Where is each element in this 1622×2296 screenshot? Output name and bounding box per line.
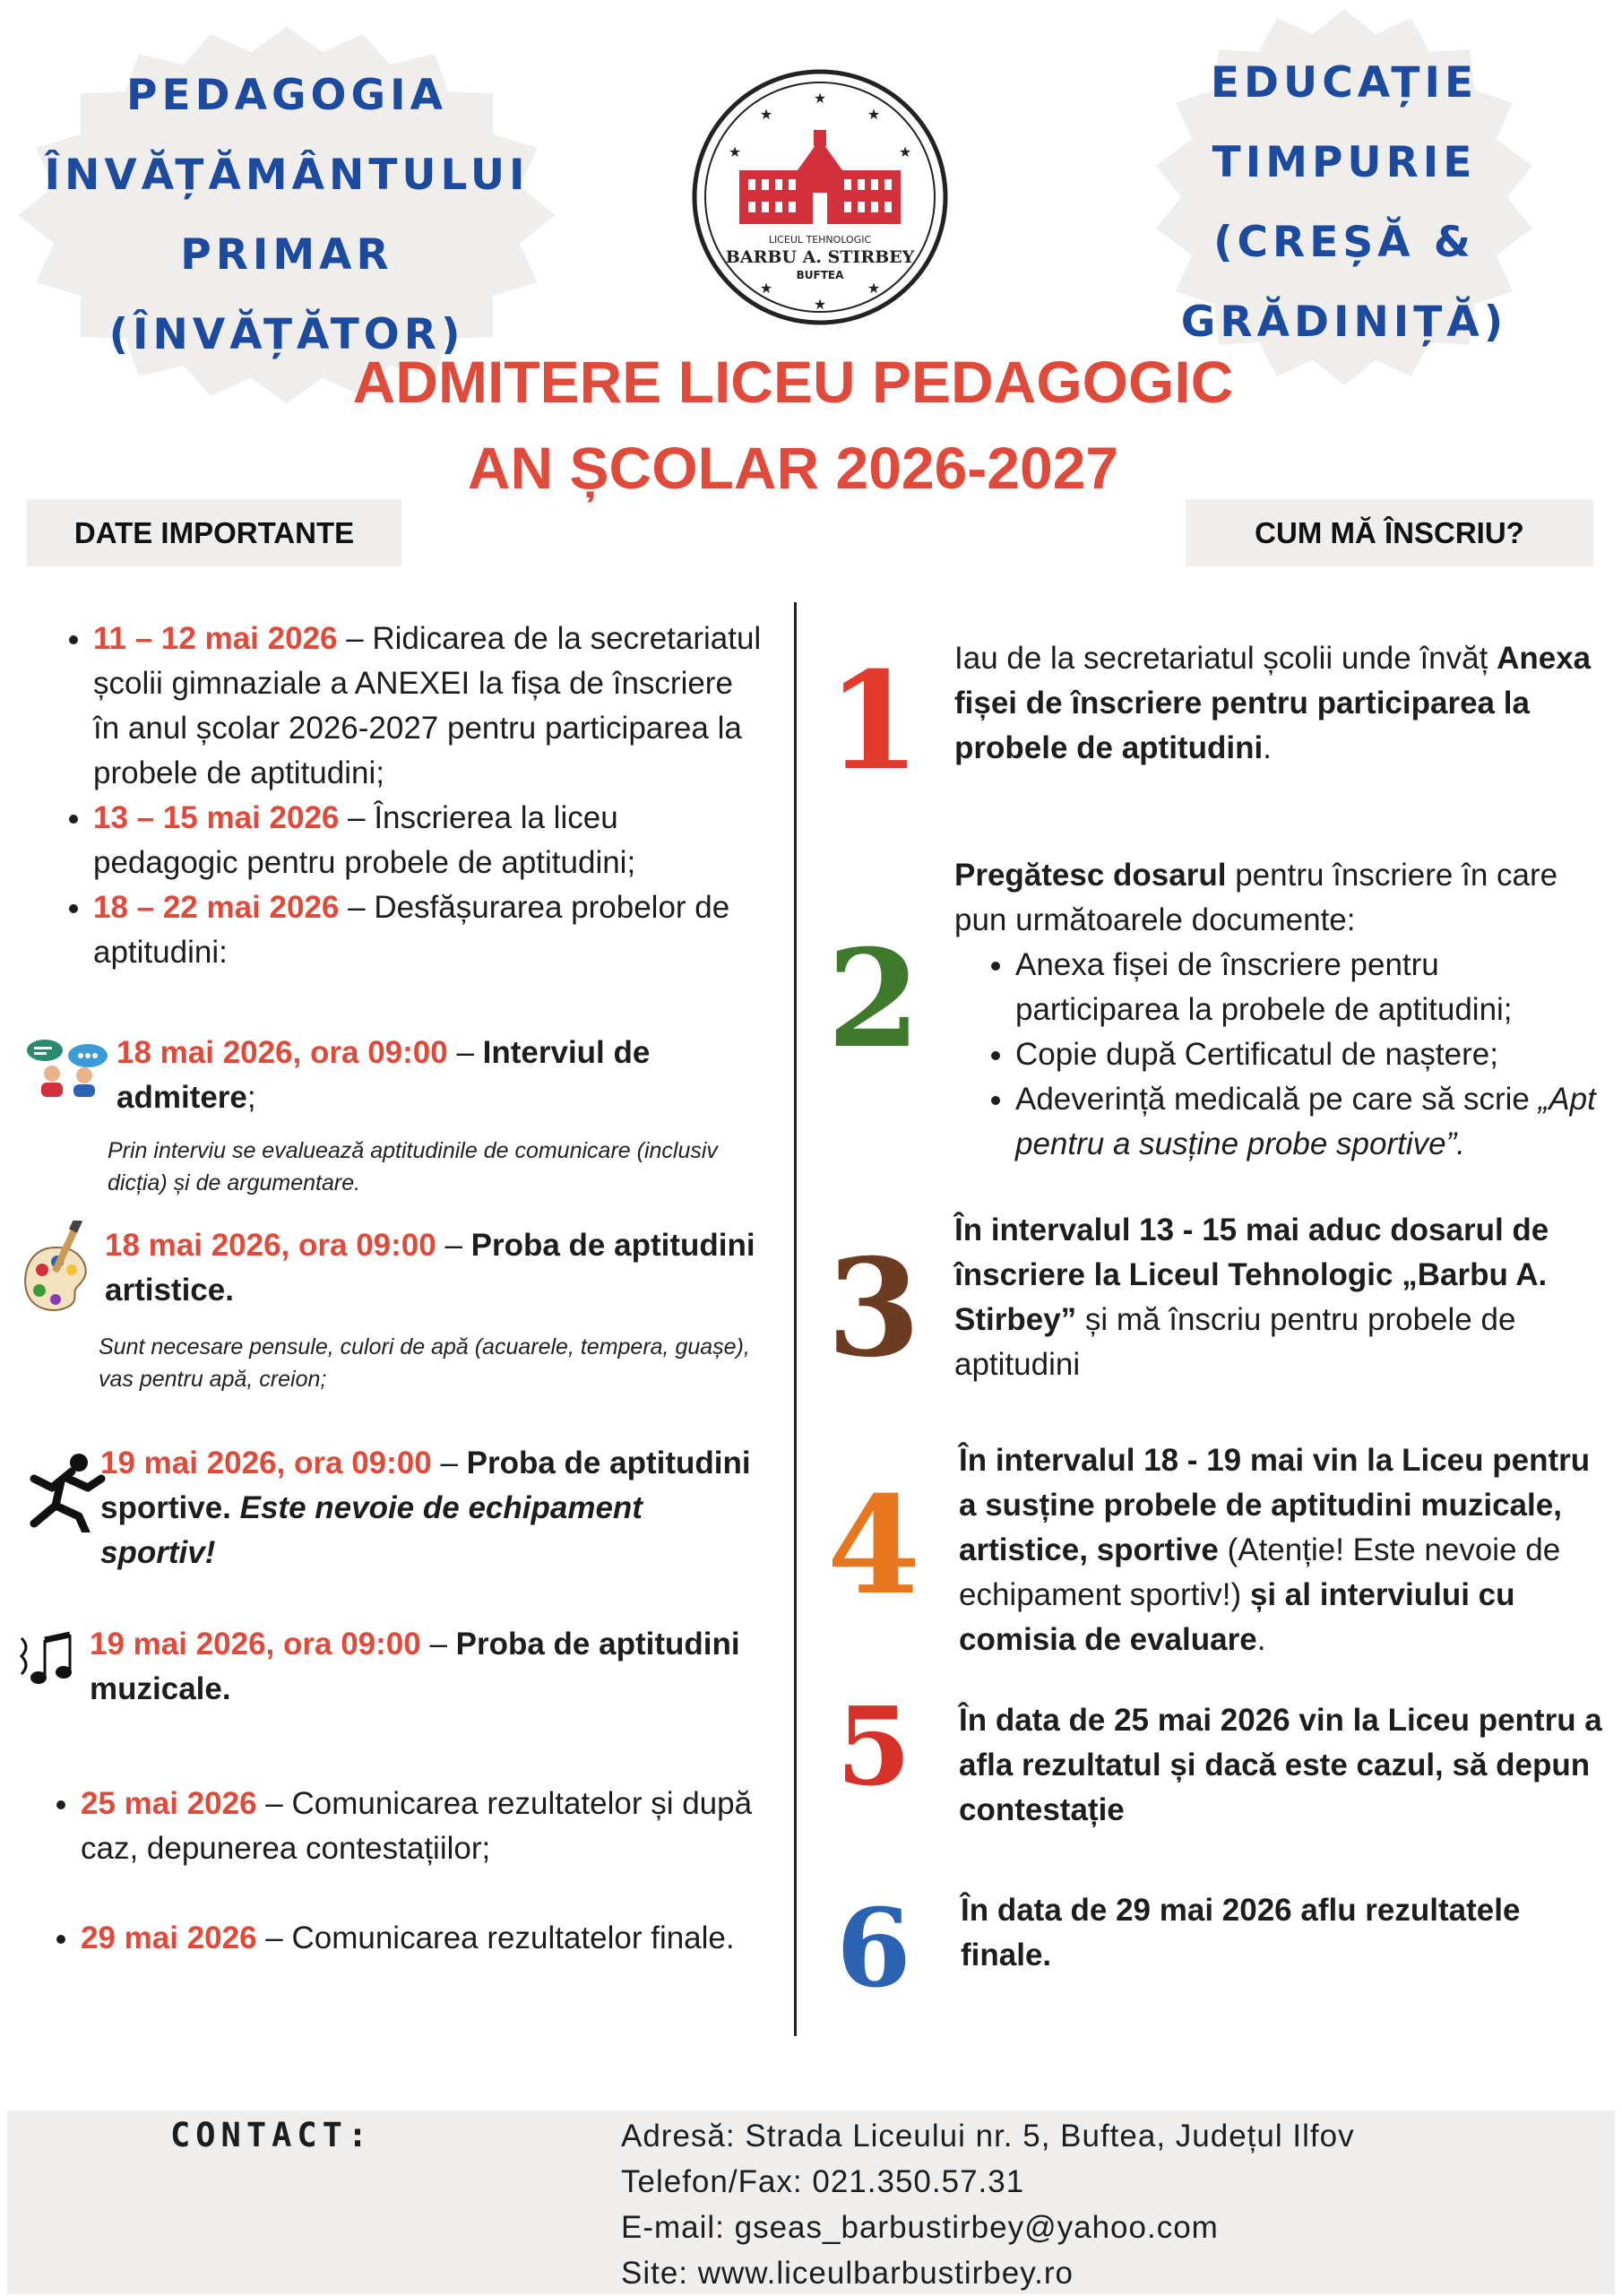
dates-list	[57, 617, 765, 975]
contact-site[interactable]: Site: www.liceulbarbustirbey.ro	[621, 2256, 1074, 2291]
step-4-number: 4	[826, 1467, 921, 1625]
palette-icon	[20, 1221, 91, 1319]
test-interview: 18 mai 2026, ora 09:00 – Interviul de admitere;	[116, 1035, 651, 1115]
test-music: 19 mai 2026, ora 09:00 – Proba de aptitudini muzicale.	[90, 1627, 740, 1706]
date-item: • 25 mai 2026 – Comunicarea rezultatelor și după caz, depunerea contestațiilor;	[81, 1782, 762, 1871]
left-badge-line: ÎNVĂȚĂMÂNTULUI	[44, 151, 530, 200]
svg-text:★: ★	[867, 280, 881, 297]
step-2-documents	[954, 943, 1609, 1167]
final-dates-list	[45, 1782, 762, 1961]
svg-text:★: ★	[759, 106, 773, 123]
section-heading-how-to-enroll: CUM MĂ ÎNSCRIU?	[1186, 499, 1593, 566]
left-badge-text	[18, 56, 556, 375]
right-badge-line: GRĂDINIȚĂ)	[1180, 298, 1508, 347]
svg-text:★: ★	[759, 280, 773, 297]
logo-line3: BUFTEA	[796, 269, 844, 281]
step-5-text: În data de 25 mai 2026 vin la Liceu pentru a afla rezultatul și dacă este cazul, să depun contestație	[959, 1703, 1602, 1827]
page-title-line1: ADMITERE LICEU PEDAGOGIC	[352, 349, 1234, 415]
music-notes-icon	[18, 1629, 88, 1692]
column-divider	[794, 602, 797, 2036]
date-item: • 11 – 12 mai 2026 – Ridicarea de la secretariatul școlii gimnaziale a ANEXEI la fișa de înscriere în anul școlar 2026-2027 pentru participarea la probele de aptitudini;	[93, 617, 765, 796]
test-artistic-note: Sunt necesare pensule, culori de apă (acuarele, tempera, guașe), vas pentru apă, creion;	[99, 1334, 750, 1392]
step-6-number: 6	[836, 1886, 911, 2012]
interview-icon	[25, 1038, 111, 1097]
contact-details	[621, 2113, 1607, 2296]
contact-label: CONTACT:	[170, 2116, 374, 2154]
contact-address: Adresă: Strada Liceului nr. 5, Buftea, Județul Ilfov	[621, 2119, 1355, 2154]
step-1-text: Iau de la secretariatul școlii unde învăț Anexa fișei de înscriere pentru participarea la probele de aptitudini.	[954, 641, 1592, 765]
test-interview-note: Prin interviu se evaluează aptitudinile de comunicare (inclusiv dicția) și de argumentare.	[108, 1138, 718, 1195]
runner-icon	[16, 1452, 106, 1532]
right-badge-text	[1156, 43, 1532, 362]
step-2-number: 2	[826, 920, 921, 1078]
test-artistic: 18 mai 2026, ora 09:00 – Proba de aptitudini artistice.	[105, 1228, 755, 1308]
step-1-number: 1	[826, 643, 921, 800]
logo-line1: LICEUL TEHNOLOGIC	[768, 234, 872, 246]
svg-text:★: ★	[867, 106, 881, 123]
document-item: • Copie după Certificatul de naștere;	[1015, 1032, 1609, 1077]
step-3-number: 3	[826, 1230, 921, 1387]
svg-text:★: ★	[813, 296, 827, 313]
date-item: • 13 – 15 mai 2026 – Înscrierea la liceu pedagogic pentru probele de aptitudini;	[93, 796, 765, 885]
document-item: • Anexa fișei de înscriere pentru participarea la probele de aptitudini;	[1015, 943, 1609, 1032]
step-5-number: 5	[836, 1684, 911, 1810]
right-badge-line: (CREȘĂ &	[1213, 218, 1475, 267]
left-badge-line: PEDAGOGIA	[126, 71, 447, 120]
left-badge-line: (ÎNVĂȚĂTOR)	[108, 310, 465, 359]
svg-text:★: ★	[813, 90, 827, 107]
logo-line2: BARBU A. STIRBEY	[725, 247, 915, 267]
contact-phone: Telefon/Fax: 021.350.57.31	[621, 2164, 1025, 2199]
test-sports: 19 mai 2026, ora 09:00 – Proba de aptitudini sportive. Este nevoie de echipament sportiv!	[100, 1446, 751, 1570]
section-heading-dates: DATE IMPORTANTE	[27, 499, 401, 566]
date-item: • 18 – 22 mai 2026 – Desfășurarea probelor de aptitudini:	[93, 885, 765, 975]
right-badge-line: TIMPURIE	[1212, 138, 1477, 187]
step-6-text: În data de 29 mai 2026 aflu rezultatele finale.	[961, 1893, 1521, 1972]
step-4-text: În intervalul 18 - 19 mai vin la Liceu pentru a susține probele de aptitudini muzicale, artistice, sportive (Atenție! Este nevoie de echipament sportiv!) și al interviului cu comisia de evaluare.	[959, 1443, 1591, 1657]
date-item: • 29 mai 2026 – Comunicarea rezultatelor finale.	[81, 1916, 762, 1961]
step-3-text: În intervalul 13 - 15 mai aduc dosarul de înscriere la Liceul Tehnologic „Barbu A. Stirbey” și mă înscriu pentru probele de aptitudini	[954, 1213, 1549, 1382]
page-title-line2: AN ȘCOLAR 2026-2027	[467, 435, 1119, 501]
contact-email[interactable]: E-mail: gseas_barbustirbey@yahoo.com	[621, 2210, 1219, 2245]
left-badge-line: PRIMAR	[180, 230, 393, 280]
step-2-text: Pregătesc dosarul pentru înscriere în care pun următoarele documente: • Anexa fișei de înscriere pentru participarea la probele de aptitudini; • Copie după Certificatul de naștere; • Adeverință medicală pe care să scrie „Apt pentru a susține probe sportive”.	[954, 853, 1609, 1167]
right-badge-line: EDUCAȚIE	[1210, 58, 1479, 108]
document-item: • Adeverință medicală pe care să scrie „Apt pentru a susține probe sportive”.	[1015, 1077, 1609, 1167]
svg-text:★: ★	[728, 143, 742, 160]
svg-text:★: ★	[898, 143, 912, 160]
school-logo	[690, 67, 950, 327]
